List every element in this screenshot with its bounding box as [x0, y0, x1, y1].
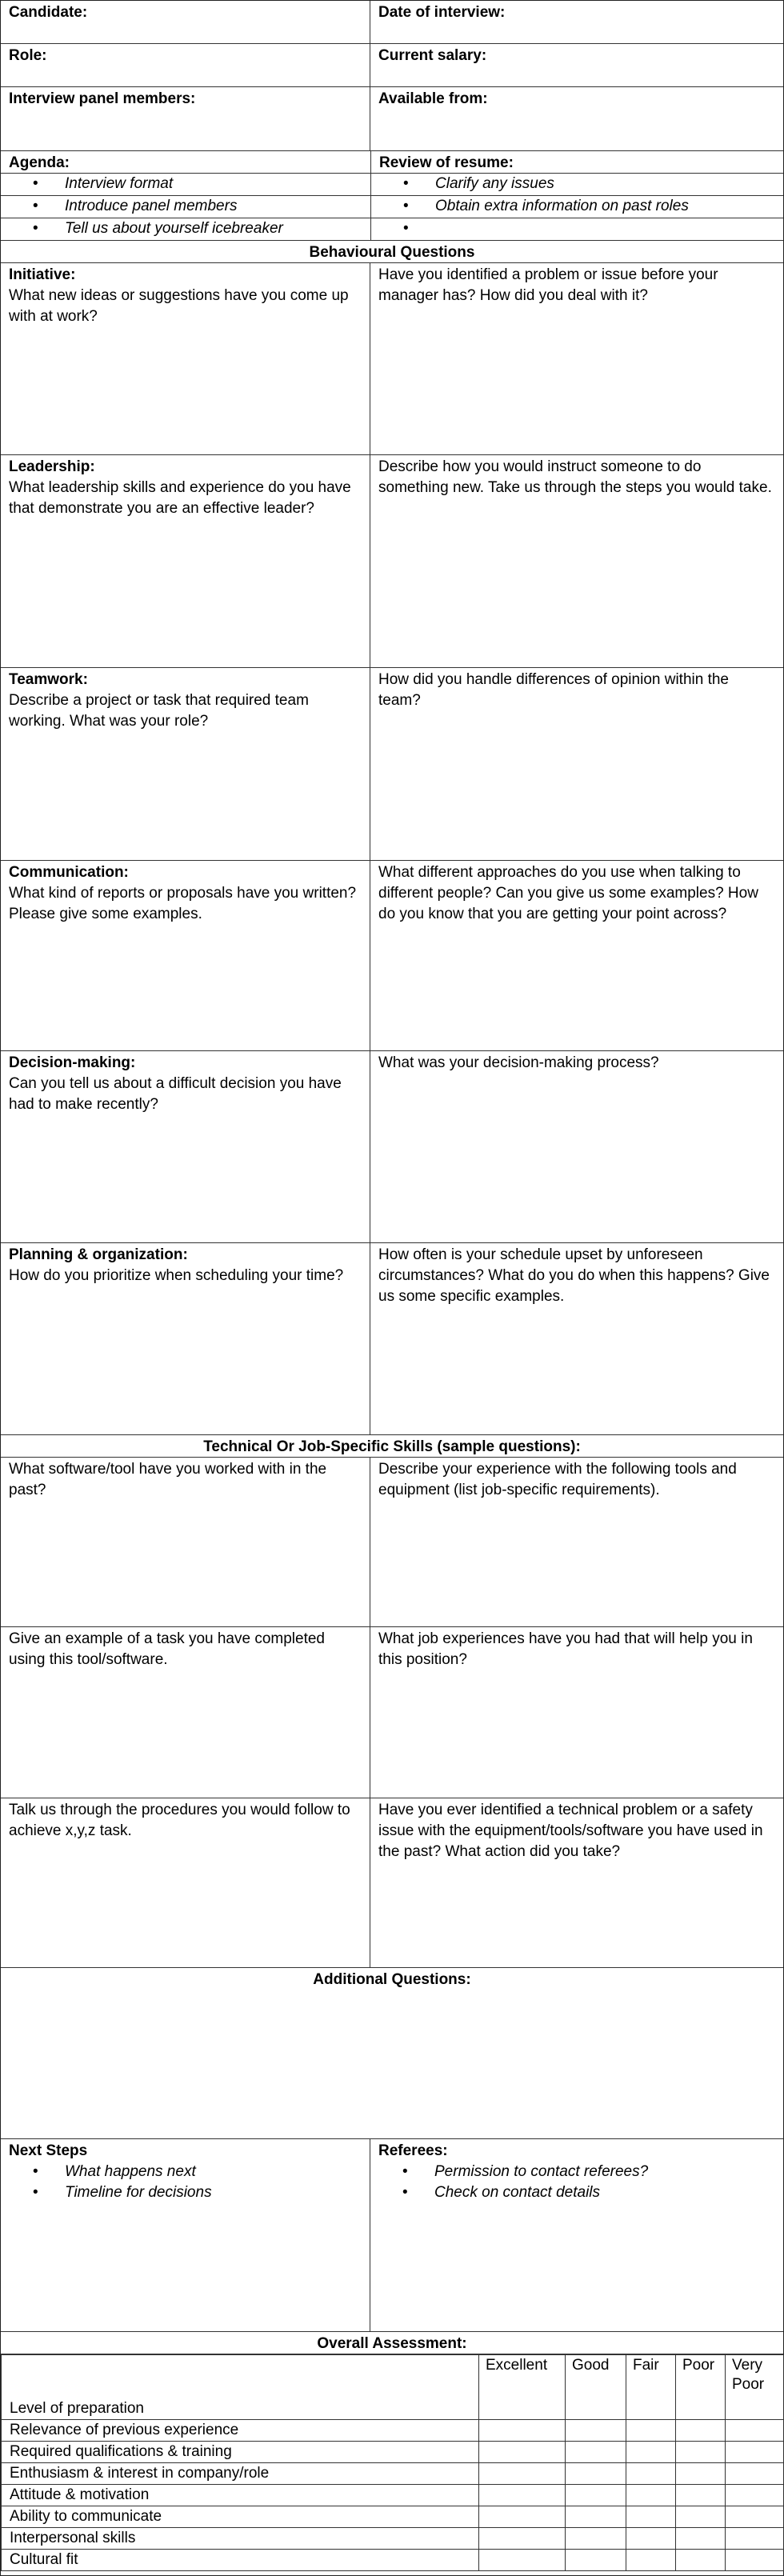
- date-of-interview-field[interactable]: [370, 1, 783, 43]
- rating-cell[interactable]: [726, 2463, 784, 2485]
- rating-cell[interactable]: [479, 2442, 566, 2463]
- rating-cell[interactable]: [566, 2506, 626, 2528]
- question-cell[interactable]: [370, 1458, 783, 1626]
- assessment-row: [2, 2506, 784, 2528]
- criterion-label: Ability to communicate: [2, 2506, 479, 2528]
- rating-cell[interactable]: [676, 2485, 726, 2506]
- column-header: Poor: [676, 2355, 726, 2420]
- question-cell[interactable]: [1, 861, 370, 1050]
- header-row-3: [1, 87, 783, 151]
- panel-members-label: Interview panel members:: [9, 90, 196, 107]
- criterion-label: Cultural fit: [2, 2550, 479, 2571]
- question-text: What software/tool have you worked with in the past?: [9, 1461, 327, 1498]
- rating-cell[interactable]: [726, 2528, 784, 2550]
- question-text: Can you tell us about a difficult decision you have had to make recently?: [9, 1075, 342, 1113]
- rating-cell[interactable]: [566, 2485, 626, 2506]
- criterion-label: Relevance of previous experience: [2, 2420, 479, 2442]
- technical-row-3: [1, 1798, 783, 1968]
- behavioural-row-communication: [1, 861, 783, 1051]
- criterion-label: Interpersonal skills: [2, 2528, 479, 2550]
- question-text: Have you ever identified a technical problem or a safety issue with the equipment/tools/software you have used in the past? What action did you take?: [378, 1802, 763, 1860]
- agenda-section: [1, 151, 371, 240]
- criterion-label: Level of preparation: [2, 2355, 479, 2420]
- behavioural-row-teamwork: [1, 668, 783, 861]
- rating-cell[interactable]: [566, 2528, 626, 2550]
- question-text: What leadership skills and experience do you have that demonstrate you are an effective leader?: [9, 479, 351, 517]
- next-steps-list: [1, 2162, 362, 2203]
- question-text: What was your decision-making process?: [378, 1054, 659, 1071]
- question-text: Give an example of a task you have completed using this tool/software.: [9, 1630, 326, 1668]
- behavioural-row-decision-making: [1, 1051, 783, 1243]
- resume-review-item: • Clarify any issues: [371, 174, 783, 196]
- referees-item: • Permission to contact referees?: [370, 2162, 775, 2182]
- rating-cell[interactable]: [626, 2528, 676, 2550]
- question-cell[interactable]: [370, 455, 783, 667]
- panel-members-field[interactable]: [1, 87, 370, 150]
- question-text: How do you prioritize when scheduling your time?: [9, 1267, 344, 1284]
- question-cell[interactable]: [1, 1243, 370, 1434]
- question-cell[interactable]: [370, 668, 783, 860]
- referees-item: • Check on contact details: [370, 2182, 775, 2203]
- rating-cell[interactable]: [566, 2420, 626, 2442]
- agenda-title: Agenda:: [1, 151, 370, 174]
- next-steps-item: • Timeline for decisions: [1, 2182, 362, 2203]
- assessment-row: [2, 2463, 784, 2485]
- agenda-row: [1, 151, 783, 241]
- behavioural-row-initiative: [1, 263, 783, 455]
- rating-cell[interactable]: [479, 2528, 566, 2550]
- assessment-row: [2, 2550, 784, 2571]
- technical-row-1: [1, 1458, 783, 1627]
- resume-review-item: • Obtain extra information on past roles: [371, 196, 783, 218]
- question-text: Talk us through the procedures you would follow to achieve x,y,z task.: [9, 1802, 350, 1839]
- agenda-list: [1, 174, 370, 241]
- next-steps-item: • What happens next: [1, 2162, 362, 2182]
- assessment-row: [2, 2355, 784, 2420]
- assessment-heading-row: [1, 2332, 783, 2354]
- behavioural-heading-row: [1, 241, 783, 263]
- section-title: Teamwork:: [9, 671, 88, 688]
- rating-cell[interactable]: [726, 2485, 784, 2506]
- technical-heading-row: [1, 1435, 783, 1458]
- resume-review-title: Review of resume:: [371, 151, 783, 174]
- role-label: Role:: [9, 47, 47, 64]
- date-of-interview-label: Date of interview:: [378, 4, 506, 21]
- additional-questions-row: [1, 1968, 783, 2139]
- rating-cell[interactable]: [479, 2485, 566, 2506]
- referees-title: Referees:: [378, 2142, 448, 2159]
- question-cell[interactable]: [1, 668, 370, 860]
- assessment-row: [2, 2442, 784, 2463]
- column-header: Good: [566, 2355, 626, 2420]
- question-cell[interactable]: [370, 861, 783, 1050]
- question-text: Describe how you would instruct someone to do something new. Take us through the steps you would take.: [378, 458, 772, 496]
- rating-cell[interactable]: [676, 2442, 726, 2463]
- technical-row-2: [1, 1627, 783, 1798]
- assessment-row: [2, 2528, 784, 2550]
- next-steps-section[interactable]: [1, 2139, 370, 2331]
- rating-cell[interactable]: [626, 2442, 676, 2463]
- rating-cell[interactable]: [676, 2420, 726, 2442]
- rating-cell[interactable]: [626, 2463, 676, 2485]
- criterion-label: Attitude & motivation: [2, 2485, 479, 2506]
- section-title: Planning & organization:: [9, 1246, 188, 1263]
- rating-cell[interactable]: [726, 2442, 784, 2463]
- agenda-item: • Tell us about yourself icebreaker: [1, 218, 370, 241]
- resume-review-item: [371, 218, 783, 241]
- technical-heading: Technical Or Job-Specific Skills (sample questions):: [203, 1438, 581, 1455]
- section-title: Decision-making:: [9, 1054, 136, 1071]
- section-title: Communication:: [9, 864, 129, 881]
- rating-cell[interactable]: [676, 2528, 726, 2550]
- question-cell[interactable]: [370, 263, 783, 454]
- question-cell[interactable]: [1, 1627, 370, 1798]
- question-text: Describe your experience with the following tools and equipment (list job-specific requirements).: [378, 1461, 737, 1498]
- question-text: What kind of reports or proposals have you written? Please give some examples.: [9, 885, 357, 922]
- question-cell[interactable]: [1, 1051, 370, 1242]
- question-text: What new ideas or suggestions have you come up with at work?: [9, 287, 349, 325]
- additional-questions-heading[interactable]: Additional Questions:: [313, 1971, 471, 1988]
- rating-cell[interactable]: [626, 2550, 676, 2571]
- role-field[interactable]: [1, 44, 370, 86]
- question-text: What job experiences have you had that will help you in this position?: [378, 1630, 753, 1668]
- section-title: Leadership:: [9, 458, 95, 475]
- rating-cell[interactable]: [479, 2463, 566, 2485]
- question-cell[interactable]: [1, 1798, 370, 1967]
- criterion-label: Required qualifications & training: [2, 2442, 479, 2463]
- assessment-table: [1, 2354, 784, 2571]
- header-row-2: [1, 44, 783, 87]
- question-cell[interactable]: [370, 1243, 783, 1434]
- available-from-field[interactable]: [370, 87, 783, 150]
- rating-cell[interactable]: [566, 2463, 626, 2485]
- rating-cell[interactable]: [726, 2420, 784, 2442]
- question-cell[interactable]: [1, 263, 370, 454]
- agenda-item: • Introduce panel members: [1, 196, 370, 218]
- rating-cell[interactable]: [726, 2506, 784, 2528]
- current-salary-label: Current salary:: [378, 47, 487, 64]
- question-text: Have you identified a problem or issue before your manager has? How did you deal with it?: [378, 266, 718, 304]
- column-header: Fair: [626, 2355, 676, 2420]
- rating-cell[interactable]: [626, 2485, 676, 2506]
- column-header: Excellent: [479, 2355, 566, 2420]
- referees-section[interactable]: [370, 2139, 783, 2331]
- rating-cell[interactable]: [626, 2420, 676, 2442]
- behavioural-row-leadership: [1, 455, 783, 668]
- question-cell[interactable]: [370, 1627, 783, 1798]
- question-text: How did you handle differences of opinion within the team?: [378, 671, 729, 709]
- question-text: Describe a project or task that required team working. What was your role?: [9, 692, 309, 730]
- rating-cell[interactable]: [676, 2506, 726, 2528]
- rating-cell[interactable]: [676, 2463, 726, 2485]
- resume-review-list: [371, 174, 783, 241]
- available-from-label: Available from:: [378, 90, 488, 107]
- assessment-row: [2, 2420, 784, 2442]
- behavioural-row-planning: [1, 1243, 783, 1435]
- resume-review-section: [371, 151, 783, 240]
- assessment-row: [2, 2485, 784, 2506]
- rating-cell[interactable]: [726, 2550, 784, 2571]
- header-row-1: [1, 1, 783, 44]
- assessment-heading: Overall Assessment:: [317, 2335, 467, 2352]
- question-cell[interactable]: [370, 1051, 783, 1242]
- rating-cell[interactable]: [566, 2550, 626, 2571]
- rating-cell[interactable]: [479, 2506, 566, 2528]
- rating-cell[interactable]: [479, 2550, 566, 2571]
- question-text: How often is your schedule upset by unforeseen circumstances? What do you do when this happens? Give us some specific examples.: [378, 1246, 770, 1305]
- rating-cell[interactable]: [676, 2550, 726, 2571]
- criterion-label: Enthusiasm & interest in company/role: [2, 2463, 479, 2485]
- question-cell[interactable]: [1, 1458, 370, 1626]
- referees-list: [370, 2162, 775, 2203]
- rating-cell[interactable]: [566, 2442, 626, 2463]
- next-steps-row: [1, 2139, 783, 2332]
- candidate-field[interactable]: [1, 1, 370, 43]
- rating-cell[interactable]: [479, 2420, 566, 2442]
- next-steps-title: Next Steps: [9, 2142, 88, 2159]
- section-title: Initiative:: [9, 266, 76, 283]
- rating-cell[interactable]: [626, 2506, 676, 2528]
- question-cell[interactable]: [1, 455, 370, 667]
- column-header: Very Poor: [726, 2355, 784, 2420]
- question-text: What different approaches do you use when talking to different people? Can you give us some examples? How do you know that you are getting your point across?: [378, 864, 758, 922]
- question-cell[interactable]: [370, 1798, 783, 1967]
- agenda-item: • Interview format: [1, 174, 370, 196]
- current-salary-field[interactable]: [370, 44, 783, 86]
- candidate-label: Candidate:: [9, 4, 88, 21]
- behavioural-heading: Behavioural Questions: [309, 244, 475, 261]
